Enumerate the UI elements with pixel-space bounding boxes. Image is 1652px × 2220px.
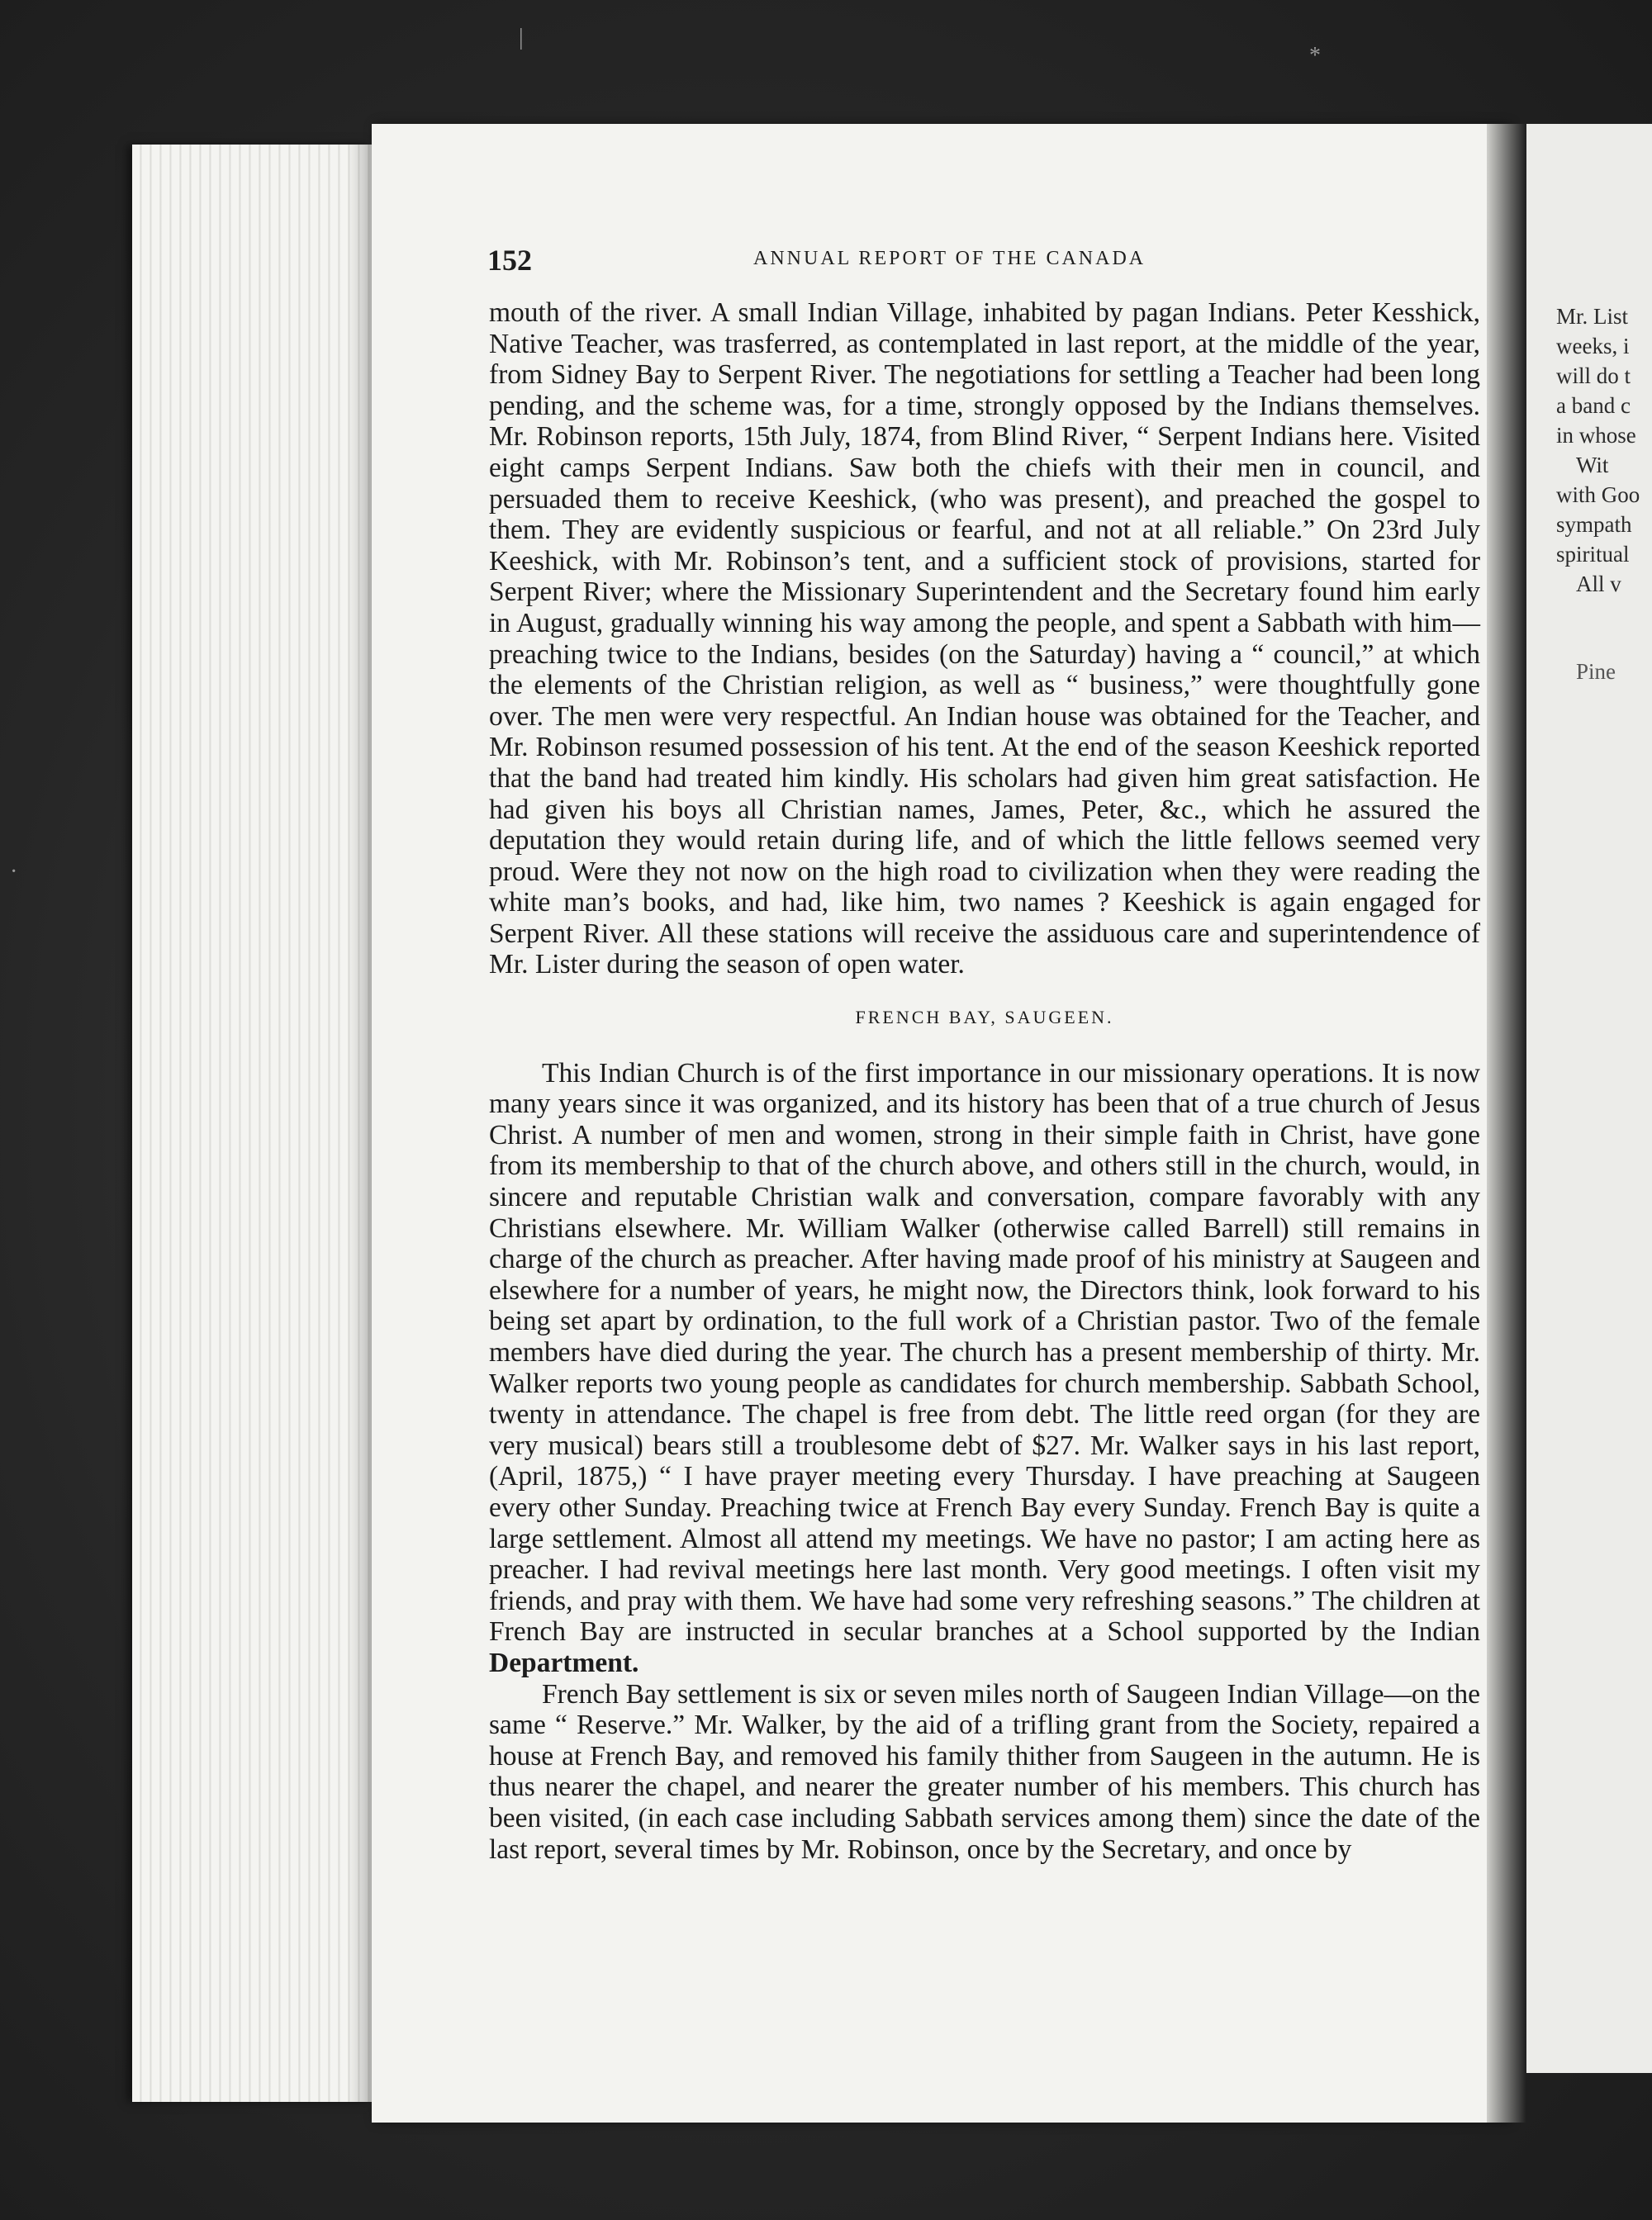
facing-line: Mr. List <box>1556 304 1629 329</box>
scan-speck: · <box>10 859 18 885</box>
section-heading: FRENCH BAY, SAUGEEN. <box>855 1007 1114 1028</box>
facing-line: with Goo <box>1556 482 1640 507</box>
scan-speck: * <box>1309 43 1321 69</box>
paragraph: mouth of the river. A small Indian Village, inhabited by pagan Indians. Peter Kesshick, Native Teacher, was trasferred, as contemplated in last report, at the middle of the year, from Sidney Bay to Serpent River. The negotiations for settling a Teacher had been long pending, and the scheme was, for a time, strongly opposed by the Indians themselves. Mr. Robinson reports, 15th July, 1874, from Blind River, “ Serpent Indians here. Visited eight camps Serpent Indians. Saw both the chiefs with their men in council, and persuaded them to receive Keeshick, (who was present), and preached the gospel to them. They are evidently suspicious or fearful, and not at all reliable.” On 23rd July Keeshick, with Mr. Robinson’s tent, and a sufficient stock of provisions, started for Serpent River; where the Missionary Superintendent and the Secretary found him early in August, gradually winning his way among the people, and spent a Sabbath with him—preaching twice to the Indians, besides (on the Saturday) having a “ council,” at which the elements of the Christian religion, as well as “ business,” were thoughtfully gone over. The men were very respectful. An Indian house was obtained for the Teacher, and Mr. Robinson resumed possession of his tent. At the end of the season Keeshick reported that the band had treated him kindly. His scholars had given him great satisfaction. He had given his boys all Christian names, James, Peter, &c., which he assured the deputation they would retain during life, and of which the little fellows seemed very proud. Were they not now on the high road to civilization when they were reading the white man’s books, and had, like him, two names ? Keeshick is again engaged for Serpent River. All these stations will receive the assiduous care and superintendence of Mr. Lister during the season of open water. <box>489 297 1480 980</box>
facing-line: All v <box>1576 572 1621 596</box>
facing-page <box>1526 124 1652 2073</box>
facing-line: in whose <box>1556 423 1636 448</box>
paragraph <box>489 1058 1480 1679</box>
facing-line: Wit <box>1576 453 1609 477</box>
body-text <box>489 297 1480 1865</box>
book-gutter <box>1487 124 1526 2123</box>
facing-line: a band c <box>1556 393 1631 418</box>
facing-line: will do t <box>1556 363 1631 388</box>
paragraph: French Bay settlement is six or seven miles north of Saugeen Indian Village—on the same “ Reserve.” Mr. Walker, by the aid of a trifling grant from the Society, repaired a house at French Bay, and removed his family thither from Saugeen in the autumn. He is thus nearer the chapel, and nearer the greater number of his members. This church has been visited, (in each case including Sabbath services among them) since the date of the last report, several times by Mr. Robinson, once by the Secretary, and once by <box>489 1678 1480 1865</box>
facing-line: weeks, i <box>1556 334 1630 358</box>
scan-speck: | <box>519 25 524 50</box>
facing-line: spiritual <box>1556 542 1630 567</box>
paragraph-end-word: Department. <box>489 1647 639 1678</box>
book-page-edges <box>132 145 372 2102</box>
page-number: 152 <box>487 244 532 277</box>
facing-line: sympath <box>1556 512 1632 537</box>
facing-line: Pine <box>1576 659 1616 684</box>
running-title: ANNUAL REPORT OF THE CANADA <box>753 248 1146 269</box>
paragraph-text: This Indian Church is of the first importance in our missionary operations. It is now many years since it was organized, and its history has been that of a true church of Jesus Christ. A number of men and women, strong in their simple faith in Christ, have gone from its membership to that of the church above, and others still in the church, would, in sincere and reputable Christian walk and conversation, compare favorably with any Christians elsewhere. Mr. William Walker (otherwise called Barrell) still remains in charge of the church as preacher. After having made proof of his ministry at Saugeen and elsewhere for a number of years, he might now, the Directors think, look forward to his being set apart by ordination, to the full work of a Christian pastor. Two of the female members have died during the year. The church has a present membership of thirty. Mr. Walker reports two young people as candidates for church membership. Sabbath School, twenty in attendance. The chapel is free from debt. The little reed organ (for they are very musical) bears still a troublesome debt of $27. Mr. Walker says in his last report, (April, 1875,) “ I have prayer meeting every Thursday. I have preaching at Saugeen every other Sunday. Preaching twice at French Bay every Sunday. French Bay is quite a large settlement. Almost all attend my meetings. We have no pastor; I am acting here as preacher. I had revival meetings here last month. Very good meetings. I often visit my friends, and pray with them. We have had some very refreshing seasons.” The children at French Bay are instructed in secular branches at a School supported by the Indian <box>489 1057 1480 1648</box>
